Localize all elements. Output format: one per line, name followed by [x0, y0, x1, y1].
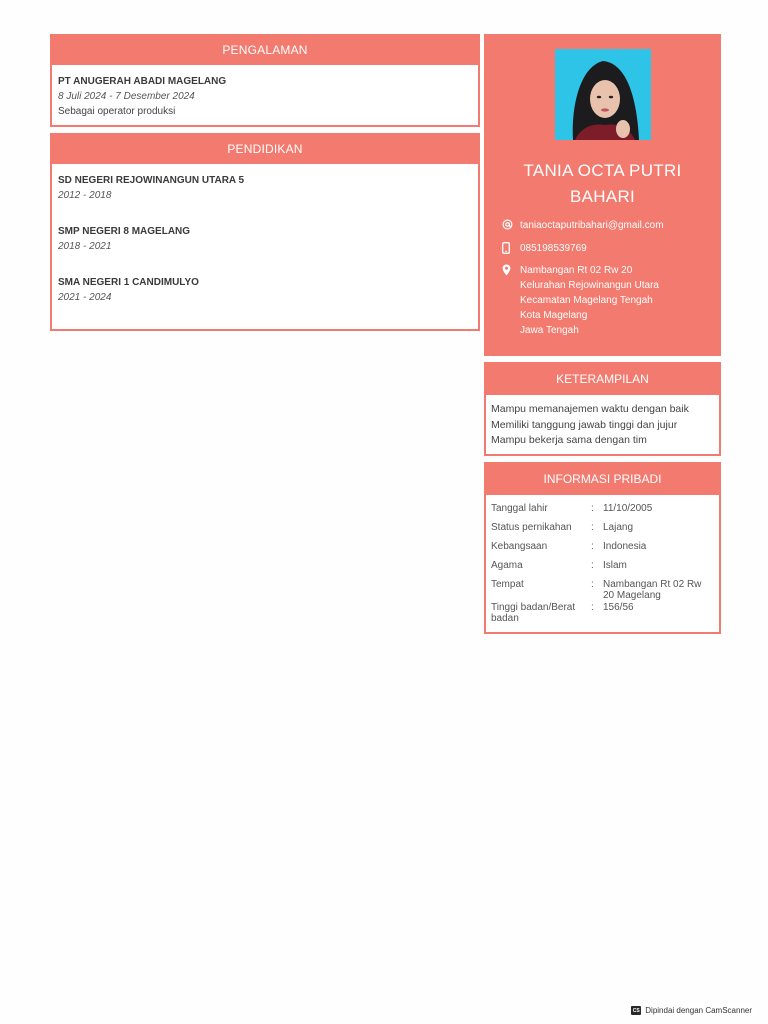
info-separator: :: [591, 540, 594, 552]
address-text: [520, 263, 659, 338]
contact-phone: [502, 241, 721, 256]
contact-list: [484, 218, 721, 338]
camscanner-watermark: [627, 1004, 756, 1017]
skills-header: KETERAMPILAN: [486, 364, 719, 395]
education-section: [50, 133, 480, 331]
skill-item: Mampu memanajemen waktu dengan baik: [491, 403, 689, 415]
info-separator: :: [591, 502, 594, 514]
education-header: PENDIDIKAN: [52, 135, 478, 164]
education-date: 2018 - 2021: [58, 241, 112, 252]
info-value: 156/56: [603, 601, 634, 613]
info-row: [491, 579, 714, 601]
education-item: [58, 174, 472, 203]
experience-desc: Sebagai operator produksi: [58, 106, 176, 117]
personal-info-section: [484, 462, 721, 634]
education-title: SMA NEGERI 1 CANDIMULYO: [58, 277, 199, 288]
camscanner-text: Dipindai dengan CamScanner: [645, 1006, 752, 1015]
contact-address: [502, 263, 721, 338]
skills-section: [484, 362, 721, 456]
email-text: taniaoctaputribahari@gmail.com: [520, 220, 664, 231]
address-line: Kelurahan Rejowinangun Utara: [520, 280, 659, 291]
info-separator: :: [591, 578, 594, 590]
info-label: Tanggal lahir: [491, 502, 548, 514]
info-label: Tempat: [491, 578, 524, 590]
info-value: Indonesia: [603, 540, 647, 552]
personal-info-header: INFORMASI PRIBADI: [486, 464, 719, 495]
info-label: Agama: [491, 559, 523, 571]
info-separator: :: [591, 601, 594, 613]
address-line: Kota Magelang: [520, 310, 588, 321]
education-item: [58, 225, 472, 254]
profile-card: [484, 34, 721, 356]
at-icon: [502, 218, 520, 230]
contact-email: [502, 218, 721, 233]
education-date: 2012 - 2018: [58, 190, 112, 201]
info-value: Lajang: [603, 521, 634, 533]
info-row: [491, 541, 714, 552]
location-pin-icon: [502, 263, 520, 276]
info-label: Tinggi badan/Berat badan: [491, 601, 576, 624]
camscanner-logo-icon: CS: [632, 1007, 640, 1014]
right-column: [484, 34, 721, 634]
skill-item: Memiliki tanggung jawab tinggi dan jujur: [491, 418, 678, 431]
address-line: Nambangan Rt 02 Rw 20: [520, 265, 633, 276]
education-title: SD NEGERI REJOWINANGUN UTARA 5: [58, 175, 245, 186]
left-column: [50, 34, 480, 331]
info-row: [491, 503, 714, 514]
profile-photo: [555, 49, 651, 140]
experience-title: PT ANUGERAH ABADI MAGELANG: [58, 76, 227, 87]
education-date: 2021 - 2024: [58, 292, 112, 303]
experience-date: 8 Juli 2024 - 7 Desember 2024: [58, 91, 195, 102]
education-title: SMP NEGERI 8 MAGELANG: [58, 226, 191, 237]
info-value: Islam: [603, 559, 627, 571]
education-item: [58, 276, 472, 305]
info-label: Status pernikahan: [491, 521, 572, 533]
info-row: [491, 522, 714, 533]
info-value: 11/10/2005: [603, 502, 653, 514]
phone-icon: [502, 241, 520, 254]
profile-name: TANIA OCTA PUTRI BAHARI: [523, 161, 682, 206]
skill-item: Mampu bekerja sama dengan tim: [491, 434, 647, 446]
experience-item: [58, 75, 472, 119]
info-separator: :: [591, 559, 594, 571]
info-row: [491, 560, 714, 571]
experience-header: PENGALAMAN: [52, 36, 478, 65]
address-line: Kecamatan Magelang Tengah: [520, 295, 653, 306]
info-value: Nambangan Rt 02 Rw 20 Magelang: [603, 578, 702, 601]
address-line: Jawa Tengah: [520, 325, 579, 336]
phone-text: 085198539769: [520, 243, 587, 254]
info-separator: :: [591, 521, 594, 533]
info-row: [491, 602, 714, 624]
experience-section: [50, 34, 480, 127]
info-label: Kebangsaan: [491, 540, 548, 552]
